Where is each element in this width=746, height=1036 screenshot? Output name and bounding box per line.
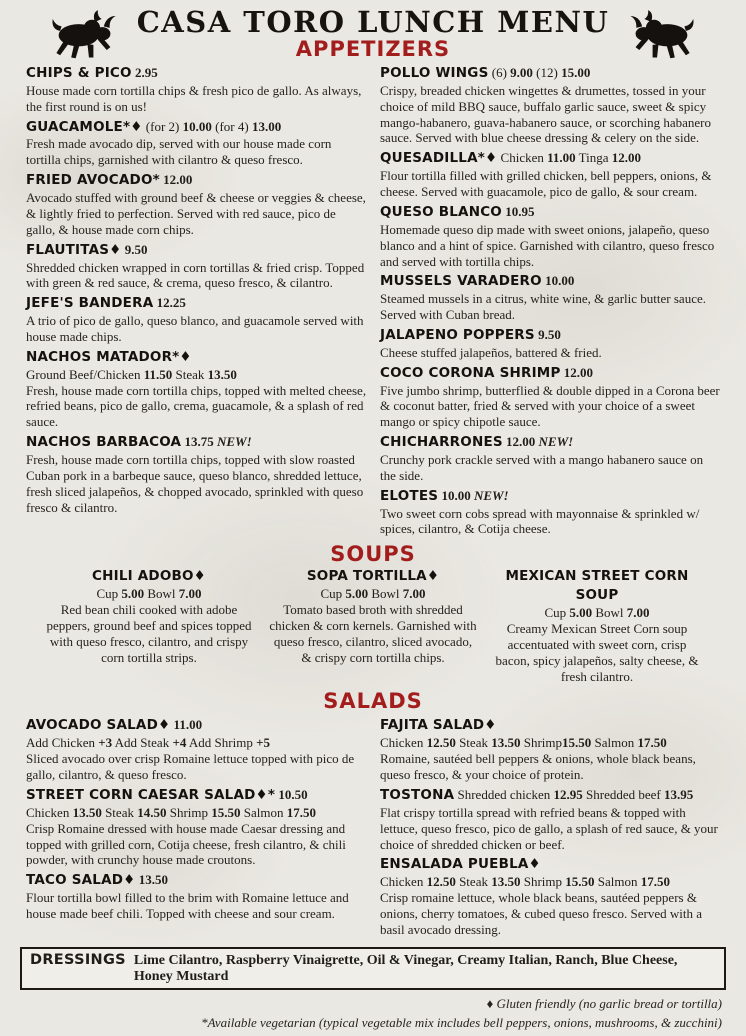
menu-item bbox=[492, 567, 702, 684]
menu-item-prices: 12.00 bbox=[563, 364, 594, 380]
menu-item bbox=[26, 171, 368, 237]
title-stack bbox=[136, 5, 610, 61]
footnote-vegetarian: *Available vegetarian (typical vegetable mix includes bell peppers, onions, mushrooms, & zucchini) bbox=[201, 1014, 722, 1030]
menu-item-name: TOSTONA bbox=[380, 786, 455, 803]
menu-item-name: MUSSELS VARADERO bbox=[380, 273, 542, 290]
menu-item bbox=[380, 855, 720, 937]
dressings-bar bbox=[20, 947, 726, 990]
menu-item bbox=[268, 567, 478, 665]
menu-item-description: Flour tortilla bowl filled to the brim with Romaine lettuce and house made beef chili. Topped with cheese and sour cream. bbox=[26, 890, 349, 921]
menu-item bbox=[26, 118, 368, 169]
menu-item-prices: 12.00 bbox=[163, 172, 193, 188]
menu-item-price-options: Chicken 12.50 Steak 13.50 Shrimp 15.50 Salmon 17.50 bbox=[380, 874, 670, 890]
menu-item-description: Avocado stuffed with ground beef & cheese or veggies & cheese, & lightly fried to perfection. Served with red sauce, pico de gallo, & house made corn chips. bbox=[26, 190, 366, 237]
menu-item-name: QUESADILLA*♦ bbox=[380, 150, 498, 167]
footnotes bbox=[10, 992, 736, 1033]
menu-item bbox=[26, 871, 368, 922]
menu-item-description: Fresh, house made corn tortilla chips, topped with slow roasted Cuban pork in a barbeque sauce, queso blanco, shredded lettuce, fresh sliced jalapeños, & chopped avocado, sprinkled with queso fresco & cilantro. bbox=[26, 452, 364, 515]
menu-item-description: Red bean chili cooked with adobe peppers, ground beef and spices topped with queso fresco, cilantro, and crispy corn tortilla strips. bbox=[46, 602, 252, 665]
menu-item-name: JEFE'S BANDERA bbox=[26, 295, 154, 312]
menu-item bbox=[380, 364, 720, 430]
menu-item-name: QUESO BLANCO bbox=[380, 203, 502, 220]
menu-item-prices: 9.50 bbox=[538, 326, 561, 342]
section-heading-salads: SALADS bbox=[323, 689, 423, 714]
menu-item-prices: (6) 9.00 (12) 15.00 bbox=[488, 65, 591, 80]
menu-item bbox=[26, 64, 368, 115]
menu-item-name: JALAPENO POPPERS bbox=[380, 326, 535, 343]
bull-icon-right bbox=[623, 10, 697, 62]
menu-item-description: Cheese stuffed jalapeños, battered & fried. bbox=[380, 344, 602, 360]
menu-item bbox=[44, 567, 254, 665]
menu-header bbox=[10, 5, 736, 62]
menu-item-description: Two sweet corn cobs spread with mayonnaise & sprinkled w/ spices, cilantro, & Cotija cheese. bbox=[380, 505, 700, 537]
menu-item-prices: 10.95 bbox=[505, 203, 535, 219]
menu-item-description: House made corn tortilla chips & fresh pico de gallo. As always, the first round is on us! bbox=[26, 82, 362, 114]
menu-item-name: SOPA TORTILLA♦ bbox=[306, 568, 440, 585]
appetizers-right-column bbox=[380, 64, 720, 540]
menu-item bbox=[380, 203, 720, 269]
new-badge: NEW! bbox=[470, 487, 509, 503]
menu-item-prices: Chicken 11.00 Tinga 12.00 bbox=[497, 150, 642, 166]
menu-item bbox=[26, 294, 368, 345]
soup-column-sopa-tortilla bbox=[268, 567, 478, 687]
salads-left-column bbox=[26, 716, 368, 940]
salads-section bbox=[10, 714, 736, 940]
menu-item bbox=[380, 149, 720, 200]
menu-item-price-options: Chicken 13.50 Steak 14.50 Shrimp 15.50 Salmon 17.50 bbox=[26, 804, 316, 820]
menu-item bbox=[380, 326, 720, 361]
menu-item-name: COCO CORONA SHRIMP bbox=[380, 364, 561, 381]
soups-section bbox=[10, 567, 736, 687]
menu-item-name: STREET CORN CAESAR SALAD♦* bbox=[26, 786, 276, 803]
menu-item-description: Crisp romaine lettuce, whole black beans, sautéed peppers & onions, cherry tomatoes, & cubed queso fresco. Served with a basil avocado dressing. bbox=[380, 890, 703, 937]
menu-item bbox=[380, 64, 720, 146]
menu-item bbox=[26, 241, 368, 292]
menu-item-prices: 13.50 bbox=[138, 872, 168, 888]
section-heading-appetizers: APPETIZERS bbox=[295, 37, 451, 61]
menu-item-price-options: Cup 5.00 Bowl 7.00 bbox=[96, 586, 202, 602]
menu-item-prices: 9.50 bbox=[124, 241, 148, 257]
menu-item-description: Flat crispy tortilla spread with refried beans & topped with lettuce, queso fresco, pico de gallo, a splash of red sauce, & your choice of shredded chicken or beef. bbox=[380, 804, 718, 852]
dressings-list: Lime Cilantro, Raspberry Vinaigrette, Oil & Vinegar, Creamy Italian, Ranch, Blue Cheese, Honey Mustard bbox=[133, 952, 678, 984]
salads-right-column bbox=[380, 716, 720, 940]
menu-item-name: FRIED AVOCADO* bbox=[26, 172, 160, 189]
menu-item-name: MEXICAN STREET CORN SOUP bbox=[505, 568, 689, 604]
menu-item bbox=[26, 348, 368, 430]
new-badge: NEW! bbox=[535, 434, 574, 450]
menu-item-description: Homemade queso dip made with sweet onions, jalapeño, queso blanco and a hint of spice. Garnished with cilantro, queso fresco and served with tortilla chips. bbox=[380, 221, 715, 269]
dressings-label: DRESSINGS bbox=[30, 951, 126, 968]
menu-item bbox=[26, 716, 368, 782]
menu-item-prices: Shredded chicken 12.95 Shredded beef 13.95 bbox=[454, 786, 694, 802]
menu-item-description: Crisp Romaine dressed with house made Caesar dressing and topped with grilled corn, Cotija cheese, fresh cilantro, & chili powder, with crunchy house made croutons. bbox=[26, 820, 346, 868]
menu-item bbox=[26, 786, 368, 868]
menu-item-prices: 2.95 bbox=[134, 65, 158, 80]
menu-item-description: A trio of pico de gallo, queso blanco, and guacamole served with house made chips. bbox=[26, 313, 364, 344]
page-title: CASA TORO LUNCH MENU bbox=[136, 5, 610, 39]
menu-item-name: CHIPS & PICO bbox=[26, 65, 132, 81]
new-badge: NEW! bbox=[213, 434, 252, 450]
menu-item-price-options: Cup 5.00 Bowl 7.00 bbox=[544, 605, 650, 621]
menu-item-prices: 10.50 bbox=[278, 786, 308, 802]
menu-item-description: Five jumbo shrimp, butterflied & double dipped in a Corona beer & coconut batter, fried & served with your choice of a sweet mango or spicy chipotle sauce. bbox=[380, 382, 720, 430]
menu-item-name: POLLO WINGS bbox=[380, 65, 489, 81]
menu-item-description: Romaine, sautéed bell peppers & onions, whole black beans, queso fresco, & your choice of protein. bbox=[380, 751, 696, 783]
menu-item-description: Tomato based broth with shredded chicken & corn kernels. Garnished with queso fresco, cilantro, sliced avocado, & crispy corn tortilla chips. bbox=[269, 602, 477, 665]
menu-item bbox=[380, 272, 720, 323]
menu-item bbox=[26, 433, 368, 515]
soup-column-mexican-street-corn bbox=[492, 567, 702, 687]
menu-item-prices: 12.00 bbox=[506, 434, 536, 450]
menu-item-prices: 13.75 bbox=[184, 434, 214, 450]
menu-item-prices: 12.25 bbox=[156, 295, 186, 311]
appetizers-left-column bbox=[26, 64, 368, 540]
menu-item bbox=[380, 487, 720, 538]
menu-item-name: TACO SALAD♦ bbox=[26, 872, 136, 889]
menu-item-prices: 11.00 bbox=[173, 717, 203, 733]
menu-item-name: FAJITA SALAD♦ bbox=[380, 717, 497, 734]
bull-icon-left bbox=[49, 10, 123, 62]
menu-item-description: Steamed mussels in a citrus, white wine, & garlic butter sauce. Served with Cuban bread. bbox=[380, 291, 706, 323]
appetizers-section bbox=[10, 62, 736, 540]
soup-column-chili-adobo bbox=[44, 567, 254, 687]
menu-item-name: GUACAMOLE*♦ bbox=[26, 118, 143, 135]
menu-item-name: ELOTES bbox=[380, 487, 439, 504]
menu-item-description: Fresh, house made corn tortilla chips, topped with melted cheese, refried beans, pico de gallo, crema, guacamole, & a splash of red sauce. bbox=[26, 382, 367, 430]
menu-item-price-options: Ground Beef/Chicken 11.50 Steak 13.50 bbox=[26, 366, 237, 382]
footnote-gluten: ♦ Gluten friendly (no garlic bread or tortilla) bbox=[486, 995, 722, 1011]
menu-item-description: Flour tortilla filled with grilled chicken, bell peppers, onions, & cheese. Served with guacamole, pico de gallo, & sour cream. bbox=[380, 168, 712, 200]
menu-item-description: Creamy Mexican Street Corn soup accentuated with sweet corn, crisp bacon, spicy jalapeños, salty cheese, & fresh cilantro. bbox=[495, 620, 699, 684]
menu-item-name: NACHOS BARBACOA bbox=[26, 434, 182, 451]
menu-item-description: Shredded chicken wrapped in corn tortillas & fried crisp. Topped with green & red sauce, & crema, queso fresco, & cilantro. bbox=[26, 259, 365, 291]
menu-item-name: NACHOS MATADOR*♦ bbox=[26, 348, 192, 365]
menu-item-price-options: Chicken 12.50 Steak 13.50 Shrimp15.50 Salmon 17.50 bbox=[380, 735, 667, 751]
menu-item-description: Fresh made avocado dip, served with our house made corn tortilla chips, garnished with cilantro & queso fresco. bbox=[26, 136, 332, 168]
menu-item-prices: 10.00 bbox=[441, 487, 471, 503]
menu-item-prices: (for 2) 10.00 (for 4) 13.00 bbox=[142, 118, 282, 134]
menu-item bbox=[380, 716, 720, 782]
menu-item-price-options: Cup 5.00 Bowl 7.00 bbox=[320, 586, 426, 602]
menu-item-prices: 10.00 bbox=[545, 273, 575, 289]
menu-item-name: AVOCADO SALAD♦ bbox=[26, 717, 171, 734]
menu-item-name: FLAUTITAS♦ bbox=[26, 241, 122, 258]
menu-item-name: CHILI ADOBO♦ bbox=[92, 568, 206, 585]
menu-item-description: Crunchy pork crackle served with a mango habanero sauce on the side. bbox=[380, 452, 704, 483]
menu-item bbox=[380, 433, 720, 484]
menu-item-name: ENSALADA PUEBLA♦ bbox=[380, 856, 541, 873]
menu-item-description: Sliced avocado over crisp Romaine lettuce topped with pico de gallo, cilantro, & queso fresco. bbox=[26, 751, 355, 783]
menu-item bbox=[380, 786, 720, 852]
menu-item-price-options: Add Chicken +3 Add Steak +4 Add Shrimp +5 bbox=[26, 735, 271, 751]
menu-item-name: CHICHARRONES bbox=[380, 434, 503, 451]
menu-item-description: Crispy, breaded chicken wingettes & drumettes, tossed in your choice of mild BBQ sauce, buffalo garlic sauce, sweet & spicy mango-habanero, guava-habanero sauce, or scorching habanero sauce. Served with blue cheese dressing & celery on the side. bbox=[380, 82, 711, 146]
section-heading-soups: SOUPS bbox=[330, 542, 416, 567]
